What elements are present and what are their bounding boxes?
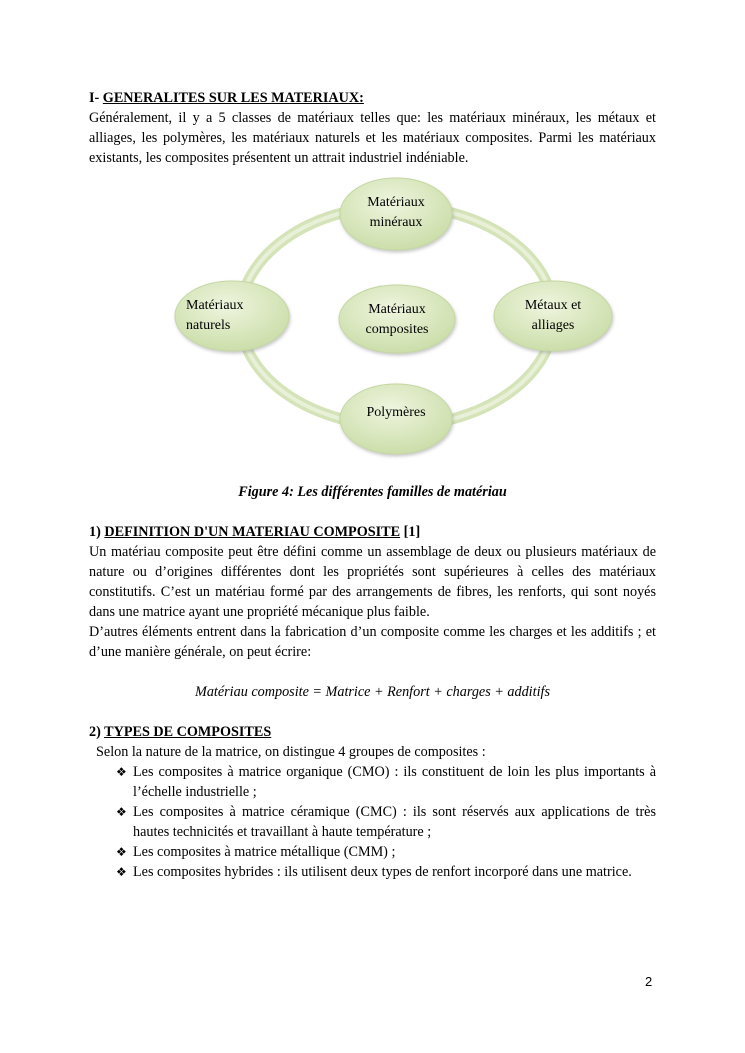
materials-families-diagram <box>89 174 656 474</box>
composite-formula: Matériau composite = Matrice + Renfort + charges + additifs <box>195 684 550 700</box>
definition-paragraph-1: Un matériau composite peut être défini comme un assemblage de deux ou plusieurs matériaux de nature ou d’origines différentes dont les propriétés sont supérieures à celles des matériaux constitutifs. C’est un matériau formé par des arrangements de fibres, les renforts, qui sont noyés dans une matrice ayant une propriété mécanique plus faible. <box>89 544 656 620</box>
section-heading-generalites: I- GENERALITES SUR LES MATERIAUX: <box>89 90 364 106</box>
citation-ref: [1] <box>400 524 421 540</box>
definition-paragraph-2: D’autres éléments entrent dans la fabrication d’un composite comme les charges et les additifs ; et d’une manière générale, on peut écrire: <box>89 624 656 660</box>
composite-types-list <box>89 762 656 882</box>
node-mineraux: Matériaux minéraux <box>367 195 425 230</box>
section-heading-definition: 1) DEFINITION D'UN MATERIAU COMPOSITE [1] <box>89 524 421 540</box>
list-item: ❖ Les composites à matrice métallique (CMM) ; <box>116 844 396 860</box>
section-heading-text: GENERALITES SUR LES MATERIAUX: <box>102 90 364 106</box>
types-intro: Selon la nature de la matrice, on distingue 4 groupes de composites : <box>96 744 486 760</box>
diamond-bullet-icon: ❖ <box>116 805 127 819</box>
diamond-bullet-icon: ❖ <box>116 865 127 879</box>
generalites-paragraph: Généralement, il y a 5 classes de matériaux telles que: les matériaux minéraux, les métaux et alliages, les polymères, les matériaux naturels et les matériaux composites. Parmi les matériaux existants, les composites présentent un attrait industriel indéniable. <box>89 110 656 166</box>
node-naturels: Matériaux naturels <box>186 298 244 333</box>
section-heading-text: DEFINITION D'UN MATERIAU COMPOSITE <box>104 524 401 540</box>
list-item: ❖ Les composites à matrice céramique (CMC) : ils sont réservés aux applications de très hautes technicités et travaillant à haute température ; <box>116 804 656 840</box>
node-metaux-alliages: Métaux et alliages <box>524 298 582 333</box>
node-polymeres: Polymères <box>366 405 426 420</box>
section-heading-text: TYPES DE COMPOSITES <box>104 724 272 740</box>
document-page <box>89 88 656 882</box>
diamond-bullet-icon: ❖ <box>116 765 127 779</box>
figure-caption: Figure 4: Les différentes familles de matériau <box>238 484 507 500</box>
section-heading-types: 2) TYPES DE COMPOSITES <box>89 724 272 740</box>
node-composites: Matériaux composites <box>365 302 429 337</box>
diamond-bullet-icon: ❖ <box>116 845 127 859</box>
list-item: ❖ Les composites à matrice organique (CMO) : ils constituent de loin les plus importants à l’échelle industrielle ; <box>116 764 656 800</box>
list-item: ❖ Les composites hybrides : ils utilisent deux types de renfort incorporé dans une matrice. <box>116 864 632 880</box>
page-number: 2 <box>645 974 653 989</box>
